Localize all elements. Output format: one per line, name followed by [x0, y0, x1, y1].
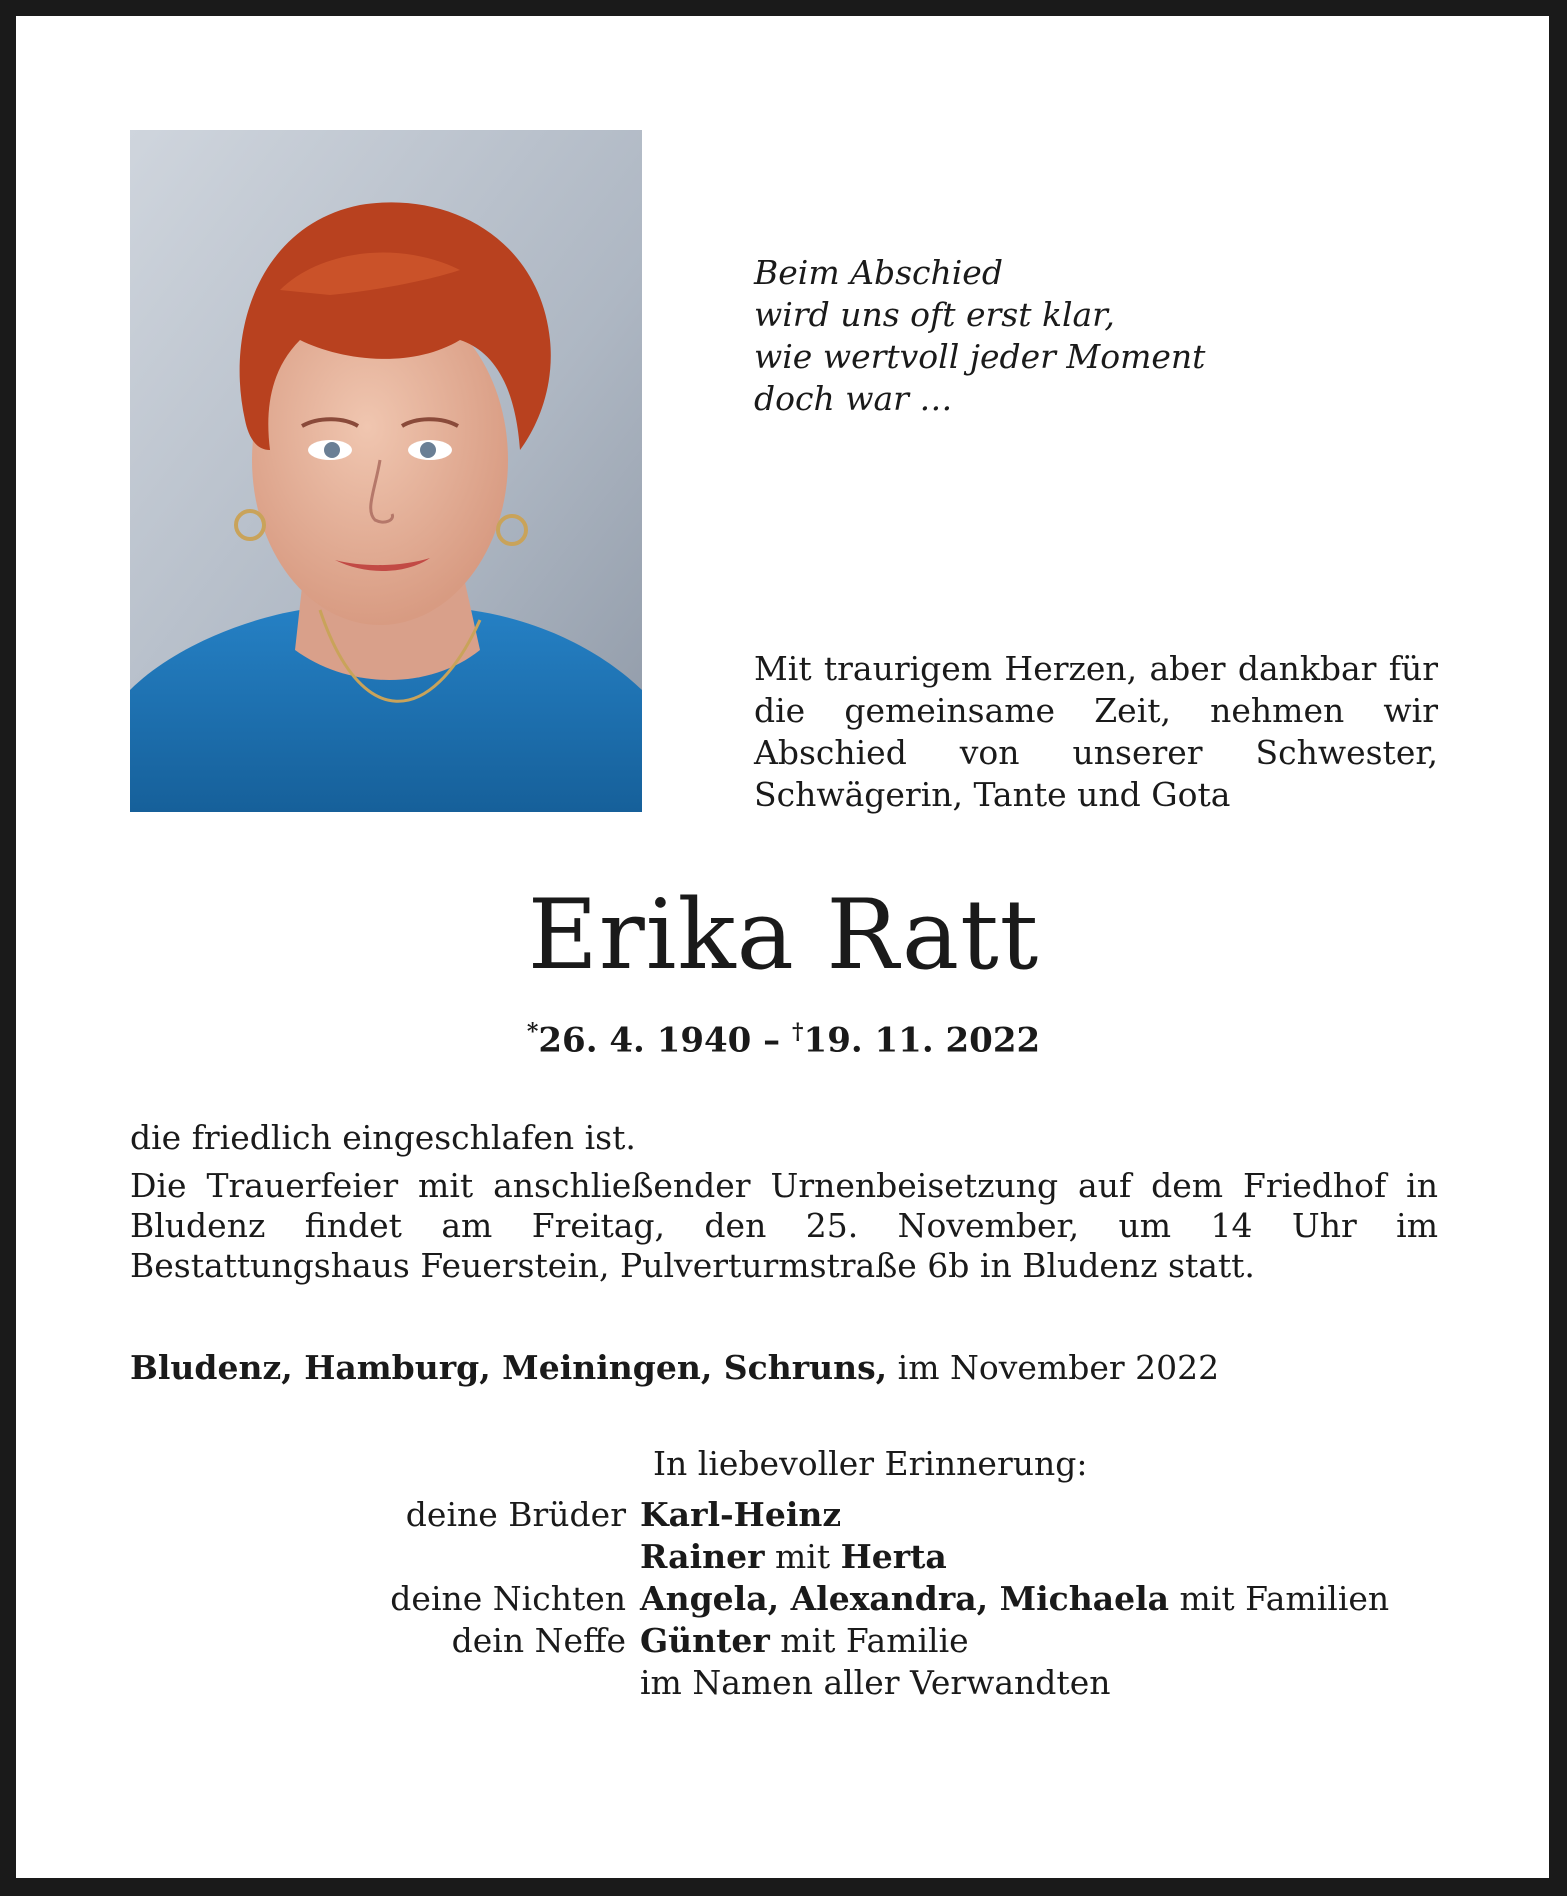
family-relation: deine Brüder	[405, 1495, 626, 1534]
family-row: Rainer mit Herta	[130, 1536, 1438, 1578]
quote-line: doch war …	[754, 379, 953, 418]
deceased-name: Erika Ratt	[527, 879, 1040, 991]
family-name: Karl-Heinz	[640, 1495, 842, 1534]
family-row: deine Nichten Angela, Alexandra, Michaela mit Familien	[130, 1578, 1438, 1620]
announcement-body	[130, 1118, 1438, 1294]
family-relation: dein Neffe	[451, 1621, 626, 1660]
places-date: im November 2022	[887, 1348, 1220, 1387]
portrait-photo	[130, 130, 642, 812]
birth-date: 26. 4. 1940	[538, 1020, 752, 1061]
family-relation: deine Nichten	[390, 1579, 626, 1618]
family-relation	[130, 1662, 640, 1704]
family-row: dein Neffe Günter mit Familie	[130, 1620, 1438, 1662]
family-name: Angela, Alexandra, Michaela	[640, 1579, 1170, 1618]
places-names: Bludenz, Hamburg, Meiningen, Schruns,	[130, 1348, 888, 1387]
death-symbol: †	[792, 1019, 804, 1045]
family-name: Günter	[640, 1621, 770, 1660]
places-line	[130, 1347, 1438, 1389]
date-separator: –	[751, 1020, 793, 1061]
memory-heading: In liebevoller Erinnerung:	[653, 1444, 1088, 1483]
body-paragraph-1: die friedlich eingeschlafen ist.	[130, 1118, 636, 1157]
intro-text: Mit traurigem Herzen, aber dankbar für die gemeinsame Zeit, nehmen wir Abschied von unserer Schwester, Schwägerin, Tante und Gota	[754, 649, 1438, 814]
body-paragraph-2: Die Trauerfeier mit anschließender Urnenbeisetzung auf dem Friedhof in Bludenz findet am Freitag, den 25. November, um 14 Uhr im Bestattungshaus Feuerstein, Pulverturmstraße 6b in Bludenz statt.	[130, 1166, 1438, 1285]
quote-line: wie wertvoll jeder Moment	[754, 337, 1206, 376]
family-row	[130, 1494, 1438, 1536]
family-list	[130, 1494, 1438, 1704]
death-date: 19. 11. 2022	[803, 1020, 1041, 1061]
quote	[754, 252, 1314, 420]
family-relation	[130, 1536, 640, 1578]
quote-line: Beim Abschied	[754, 253, 1003, 292]
family-name: Rainer	[640, 1537, 765, 1576]
quote-line: wird uns oft erst klar,	[754, 295, 1115, 334]
family-row: im Namen aller Verwandten	[130, 1662, 1438, 1704]
life-dates	[0, 1010, 1567, 1062]
family-name-2: Herta	[840, 1537, 947, 1576]
birth-symbol: *	[526, 1019, 539, 1045]
